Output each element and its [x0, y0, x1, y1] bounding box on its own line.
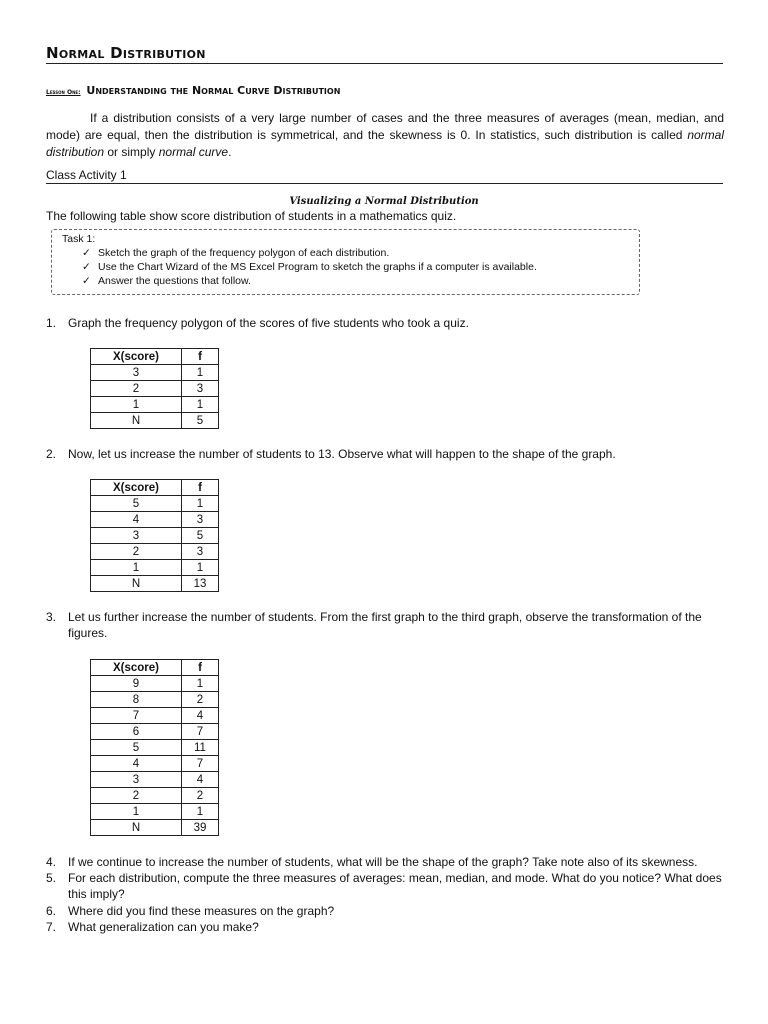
question-text: Graph the frequency polygon of the scores of five students who took a quiz. — [68, 316, 469, 330]
table-row: 4 7 — [91, 756, 219, 772]
question-number: 1. — [46, 316, 57, 330]
table-row: 1 1 — [91, 560, 219, 576]
checkmark-icon: ✓ — [82, 275, 91, 287]
column-header-score: X(score) — [91, 349, 182, 365]
question-number: 2. — [46, 447, 57, 461]
intro-text-3: . — [228, 145, 232, 159]
table-description: The following table show score distribution of students in a mathematics quiz. — [46, 209, 457, 223]
question-text: Now, let us increase the number of students to 13. Observe what will happen to the shape of the graph. — [68, 447, 616, 461]
table-header-row — [91, 660, 219, 676]
table-row: N 5 — [91, 413, 219, 429]
table-row: 8 2 — [91, 692, 219, 708]
table-row: 6 7 — [91, 724, 219, 740]
task-item: ✓ Sketch the graph of the frequency polygon of each distribution. — [82, 247, 390, 259]
table-row: N 13 — [91, 576, 219, 592]
task-item: ✓ Answer the questions that follow. — [82, 275, 251, 287]
question-number: 4. — [46, 855, 57, 869]
question-1 — [46, 315, 724, 331]
question-7 — [46, 919, 724, 935]
table-row: 4 3 — [91, 512, 219, 528]
checkmark-icon: ✓ — [82, 247, 91, 259]
table-row: 5 1 — [91, 496, 219, 512]
task-list — [62, 246, 629, 288]
table-header-row — [91, 480, 219, 496]
column-header-frequency: f — [182, 660, 219, 676]
question-number: 3. — [46, 610, 57, 624]
table-row: N 39 — [91, 820, 219, 836]
column-header-frequency: f — [182, 349, 219, 365]
lesson-name: Understanding the Normal Curve Distribution — [86, 84, 341, 97]
table-row: 7 4 — [91, 708, 219, 724]
intro-text-2: or simply — [104, 145, 159, 159]
column-header-score: X(score) — [91, 660, 182, 676]
intro-text-1: If a distribution consists of a very large number of cases and the three measures of averages (mean, median, and mode) are equal, then the distribution is symmetrical, and the skewness is 0. In statistics, such distribution is called — [46, 111, 724, 142]
question-text: Let us further increase the number of students. From the first graph to the third graph, observe the transformation of the figures. — [68, 610, 702, 640]
frequency-table-1 — [90, 348, 219, 429]
question-2 — [46, 446, 724, 462]
table-row: 5 11 — [91, 740, 219, 756]
table-header-row — [91, 349, 219, 365]
table-row: 3 1 — [91, 365, 219, 381]
table-row: 9 1 — [91, 676, 219, 692]
task-item: ✓ Use the Chart Wizard of the MS Excel Program to sketch the graphs if a computer is available. — [82, 261, 537, 273]
column-header-score: X(score) — [91, 480, 182, 496]
intro-emphasis-1: normal distribution — [46, 128, 724, 159]
question-6 — [46, 903, 724, 919]
lesson-heading — [46, 84, 340, 97]
table-row: 2 2 — [91, 788, 219, 804]
question-number: 7. — [46, 920, 57, 934]
question-4 — [46, 854, 724, 870]
page-title: Normal Distribution — [46, 44, 723, 64]
question-text: Where did you find these measures on the graph? — [68, 904, 335, 918]
question-number: 6. — [46, 904, 57, 918]
question-text: What generalization can you make? — [68, 920, 259, 934]
activity-subtitle: Visualizing a Normal Distribution — [289, 196, 479, 207]
frequency-table-2 — [90, 479, 219, 592]
column-header-frequency: f — [182, 480, 219, 496]
table-row: 3 5 — [91, 528, 219, 544]
intro-paragraph — [46, 110, 724, 161]
class-activity-heading: Class Activity 1 — [46, 168, 723, 184]
intro-emphasis-2: normal curve — [158, 145, 229, 159]
task-box — [51, 229, 640, 295]
table-row: 3 4 — [91, 772, 219, 788]
checkmark-icon: ✓ — [82, 261, 91, 273]
task-title: Task 1: — [62, 233, 96, 245]
question-number: 5. — [46, 871, 57, 885]
lesson-tag: Lesson One: — [46, 89, 81, 96]
question-3 — [46, 609, 724, 641]
question-5 — [46, 870, 724, 902]
table-row: 2 3 — [91, 544, 219, 560]
table-row: 2 3 — [91, 381, 219, 397]
frequency-table-3 — [90, 659, 219, 836]
table-row: 1 1 — [91, 804, 219, 820]
question-text: If we continue to increase the number of students, what will be the shape of the graph? Take note also of its skewness. — [68, 855, 698, 869]
table-row: 1 1 — [91, 397, 219, 413]
question-text: For each distribution, compute the three measures of averages: mean, median, and mode. What do you notice? What does this imply? — [68, 871, 722, 901]
